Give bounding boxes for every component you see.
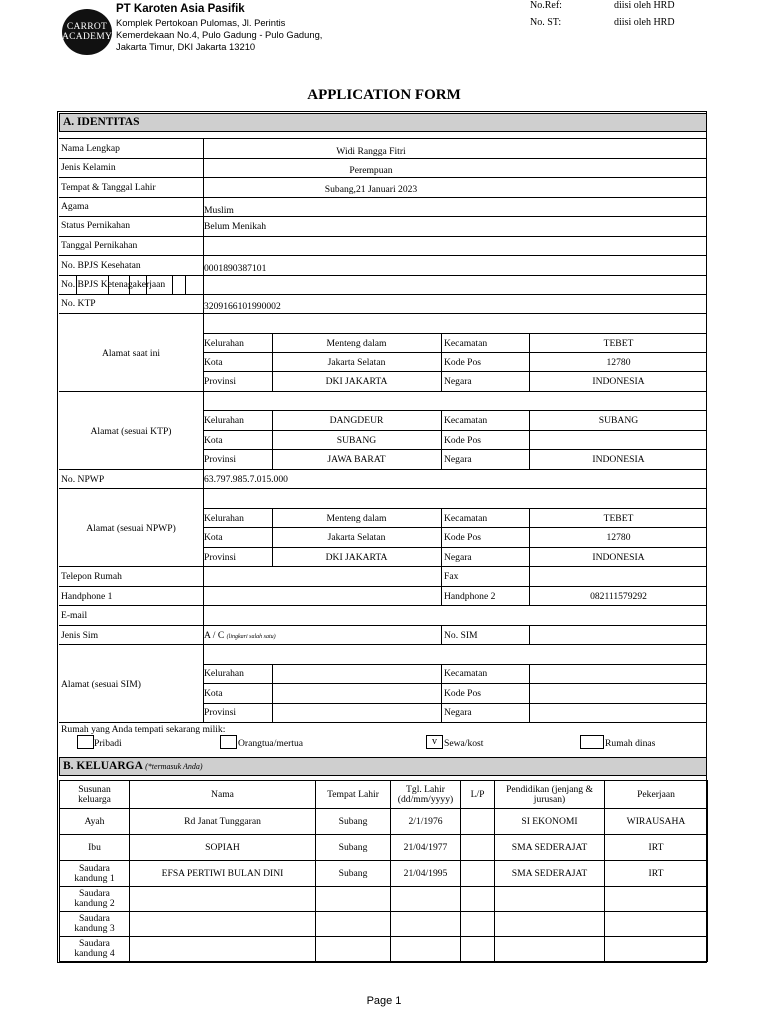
table-cell[interactable]: EFSA PERTIWI BULAN DINI xyxy=(130,861,316,887)
column-header: Nama xyxy=(130,781,316,809)
table-cell[interactable] xyxy=(461,809,495,835)
checkbox-orangtua[interactable] xyxy=(220,735,237,749)
table-cell[interactable] xyxy=(130,912,316,937)
label-kecamatan: Kecamatan xyxy=(444,338,488,349)
grid-line xyxy=(59,255,707,256)
value-negara-ktp[interactable]: INDONESIA xyxy=(592,454,645,465)
table-cell: Ayah xyxy=(60,809,130,835)
column-header: L/P xyxy=(461,781,495,809)
table-cell[interactable]: SMA SEDERAJAT xyxy=(495,835,605,861)
checkbox-pribadi[interactable] xyxy=(77,735,94,749)
table-cell[interactable]: Rd Janat Tunggaran xyxy=(130,809,316,835)
grid-line xyxy=(59,644,707,645)
value-kecamatan-ktp[interactable]: SUBANG xyxy=(598,415,639,426)
sim-hint: (lingkari salah satu) xyxy=(226,634,276,640)
table-cell[interactable] xyxy=(391,912,461,937)
value-negara-ini[interactable]: INDONESIA xyxy=(592,376,645,387)
grid-line xyxy=(203,508,707,509)
value-kelurahan-npwp[interactable]: Menteng dalam xyxy=(326,513,387,524)
table-cell: Ibu xyxy=(60,835,130,861)
grid-line xyxy=(59,216,707,217)
label-npwp: No. NPWP xyxy=(61,474,105,485)
table-cell[interactable] xyxy=(391,937,461,962)
grid-line xyxy=(203,703,707,704)
grid-line xyxy=(529,664,530,722)
grid-line xyxy=(59,294,707,295)
column-header: Tempat Lahir xyxy=(316,781,391,809)
value-jenis-kelamin[interactable]: Perempuan xyxy=(349,165,393,176)
grid-line xyxy=(59,275,707,276)
value-npwp[interactable]: 63.797.985.7.015.000 xyxy=(204,474,288,485)
column-header: Tgl. Lahir (dd/mm/yyyy) xyxy=(391,781,461,809)
label-provinsi: Provinsi xyxy=(204,454,236,465)
label-kota: Kota xyxy=(204,435,223,446)
grid-line xyxy=(59,158,707,159)
label-sewa: Sewa/kost xyxy=(444,738,484,749)
company-logo xyxy=(62,9,112,55)
grid-line xyxy=(203,352,707,353)
label-kecamatan: Kecamatan xyxy=(444,415,488,426)
label-orangtua: Orangtua/mertua xyxy=(238,738,303,749)
grid-line xyxy=(59,138,707,139)
label-ttl: Tempat & Tanggal Lahir xyxy=(61,182,156,193)
label-kota: Kota xyxy=(204,532,223,543)
page-number: Page 1 xyxy=(366,995,402,1007)
value-kodepos-npwp[interactable]: 12780 xyxy=(606,532,631,543)
grid-line xyxy=(59,469,707,470)
value-kota-npwp[interactable]: Jakarta Selatan xyxy=(327,532,386,543)
logo-text-2: ACADEMY xyxy=(62,32,113,42)
table-cell[interactable] xyxy=(495,912,605,937)
grid-line xyxy=(529,625,530,644)
table-row xyxy=(60,835,708,861)
section-keluarga-title: B. KELUARGA xyxy=(63,760,143,772)
label-alamat-npwp: Alamat (sesuai NPWP) xyxy=(86,523,176,534)
table-cell[interactable] xyxy=(316,937,391,962)
label-kodepos: Kode Pos xyxy=(444,357,482,368)
grid-line xyxy=(441,664,442,722)
value-agama[interactable]: Muslim xyxy=(204,205,234,216)
value-kota-ini[interactable]: Jakarta Selatan xyxy=(327,357,386,368)
value-kodepos-ini[interactable]: 12780 xyxy=(606,357,631,368)
grid-line xyxy=(185,275,186,294)
grid-line xyxy=(441,333,442,391)
label-bpjs-ketenagakerjaan: No. BPJS Ketenagakerjaan xyxy=(61,279,166,290)
label-provinsi: Provinsi xyxy=(204,552,236,563)
label-agama: Agama xyxy=(61,201,89,212)
table-cell: Saudara kandung 2 xyxy=(60,887,130,912)
label-bpjs-kesehatan: No. BPJS Kesehatan xyxy=(61,260,141,271)
grid-line xyxy=(203,547,707,548)
address-line: Komplek Pertokoan Pulomas, Jl. Perintis xyxy=(116,17,286,28)
label-kelurahan: Kelurahan xyxy=(204,415,244,426)
table-cell[interactable]: SI EKONOMI xyxy=(495,809,605,835)
grid-line xyxy=(203,430,707,431)
value-kelurahan-ktp[interactable]: DANGDEUR xyxy=(329,415,384,426)
table-cell[interactable] xyxy=(316,887,391,912)
table-cell[interactable] xyxy=(495,887,605,912)
label-nama: Nama Lengkap xyxy=(61,143,120,154)
table-header-row xyxy=(60,781,708,809)
address-line: Kemerdekaan No.4, Pulo Gadung - Pulo Gadung, xyxy=(116,29,323,40)
grid-line xyxy=(203,664,707,665)
grid-line xyxy=(203,683,707,684)
label-negara: Negara xyxy=(444,552,472,563)
grid-line xyxy=(59,605,707,606)
table-cell[interactable]: SOPIAH xyxy=(130,835,316,861)
table-row xyxy=(60,912,708,937)
grid-line xyxy=(203,410,707,411)
grid-line xyxy=(59,722,707,723)
label-alamat-sim: Alamat (sesuai SIM) xyxy=(61,679,141,690)
table-cell[interactable] xyxy=(461,861,495,887)
table-cell[interactable]: WIRAUSAHA xyxy=(605,809,708,835)
ref-value: diisi oleh HRD xyxy=(614,0,675,11)
label-jenis-kelamin: Jenis Kelamin xyxy=(61,162,116,173)
table-row xyxy=(60,861,708,887)
table-cell[interactable] xyxy=(316,912,391,937)
label-kota: Kota xyxy=(204,688,223,699)
label-status: Status Pernikahan xyxy=(61,220,131,231)
label-kecamatan: Kecamatan xyxy=(444,668,488,679)
grid-line xyxy=(59,391,707,392)
table-cell[interactable] xyxy=(391,887,461,912)
grid-line xyxy=(203,371,707,372)
value-handphone-2[interactable]: 082111579292 xyxy=(590,591,647,602)
column-header: Pendidikan (jenjang & jurusan) xyxy=(495,781,605,809)
label-telepon-rumah: Telepon Rumah xyxy=(61,571,122,582)
table-cell[interactable]: Subang xyxy=(316,861,391,887)
grid-line xyxy=(441,566,442,605)
st-value: diisi oleh HRD xyxy=(614,17,675,28)
grid-line xyxy=(59,488,707,489)
table-cell[interactable]: SMA SEDERAJAT xyxy=(495,861,605,887)
label-pribadi: Pribadi xyxy=(94,738,122,749)
value-nama[interactable]: Widi Rangga Fitri xyxy=(336,146,406,157)
ref-label: No.Ref: xyxy=(530,0,562,11)
label-kodepos: Kode Pos xyxy=(444,688,482,699)
value-kecamatan-ini[interactable]: TEBET xyxy=(603,338,634,349)
label-negara: Negara xyxy=(444,707,472,718)
value-provinsi-ini[interactable]: DKI JAKARTA xyxy=(325,376,388,387)
table-cell[interactable] xyxy=(461,887,495,912)
grid-line xyxy=(441,625,442,644)
label-kelurahan: Kelurahan xyxy=(204,668,244,679)
table-cell[interactable] xyxy=(605,937,708,962)
table-cell[interactable] xyxy=(495,937,605,962)
table-cell[interactable] xyxy=(461,835,495,861)
label-alamat-ini: Alamat saat ini xyxy=(101,348,161,359)
label-tanggal-nikah: Tanggal Pernikahan xyxy=(61,240,138,251)
checkbox-rumah-dinas[interactable] xyxy=(580,735,604,749)
grid-line xyxy=(272,664,273,722)
value-jenis-sim[interactable] xyxy=(204,630,276,641)
keluarga-table xyxy=(59,780,708,962)
value-kecamatan-npwp[interactable]: TEBET xyxy=(603,513,634,524)
grid-line xyxy=(441,410,442,469)
label-kota: Kota xyxy=(204,357,223,368)
table-cell[interactable]: 21/04/1977 xyxy=(391,835,461,861)
value-status[interactable]: Belum Menikah xyxy=(204,221,267,232)
company-name: PT Karoten Asia Pasifik xyxy=(116,3,245,15)
table-row xyxy=(60,887,708,912)
table-cell[interactable] xyxy=(130,887,316,912)
column-header: Pekerjaan xyxy=(605,781,708,809)
label-kodepos: Kode Pos xyxy=(444,532,482,543)
value-kota-ktp[interactable]: SUBANG xyxy=(336,435,377,446)
table-cell[interactable]: 21/04/1995 xyxy=(391,861,461,887)
company-address xyxy=(116,17,322,53)
checkbox-sewa[interactable] xyxy=(426,735,443,749)
check-mark-icon: v xyxy=(432,736,437,747)
section-keluarga-note: (*termasuk Anda) xyxy=(145,762,203,771)
label-kelurahan: Kelurahan xyxy=(204,338,244,349)
grid-line xyxy=(59,566,707,567)
grid-line xyxy=(59,586,707,587)
label-no-sim: No. SIM xyxy=(444,630,478,641)
table-cell[interactable] xyxy=(461,937,495,962)
grid-line xyxy=(59,197,707,198)
value-ttl[interactable]: Subang,21 Januari 2023 xyxy=(324,184,418,195)
label-provinsi: Provinsi xyxy=(204,376,236,387)
grid-line xyxy=(203,333,707,334)
section-identitas-header xyxy=(59,113,707,132)
table-row xyxy=(60,809,708,835)
grid-line xyxy=(203,449,707,450)
table-cell: Saudara kandung 3 xyxy=(60,912,130,937)
grid-line xyxy=(59,236,707,237)
table-cell[interactable]: Subang xyxy=(316,809,391,835)
value-provinsi-npwp[interactable]: DKI JAKARTA xyxy=(325,552,388,563)
section-identitas-title: A. IDENTITAS xyxy=(63,116,140,128)
form-title: APPLICATION FORM xyxy=(307,87,461,103)
label-kelurahan: Kelurahan xyxy=(204,513,244,524)
label-alamat-ktp: Alamat (sesuai KTP) xyxy=(90,426,172,437)
table-cell[interactable] xyxy=(130,937,316,962)
label-kecamatan: Kecamatan xyxy=(444,513,488,524)
section-keluarga-header xyxy=(59,757,707,776)
grid-line xyxy=(441,508,442,566)
address-line: Jakarta Timur, DKI Jakarta 13210 xyxy=(116,41,256,52)
value-provinsi-ktp[interactable]: JAWA BARAT xyxy=(327,454,386,465)
label-fax: Fax xyxy=(444,571,459,582)
label-handphone-2: Handphone 2 xyxy=(444,591,496,602)
grid-line xyxy=(172,275,173,294)
value-ktp[interactable]: 3209166101990002 xyxy=(204,301,281,312)
table-cell[interactable]: 2/1/1976 xyxy=(391,809,461,835)
label-email: E-mail xyxy=(61,610,88,621)
label-handphone-1: Handphone 1 xyxy=(61,591,113,602)
label-jenis-sim: Jenis Sim xyxy=(61,630,99,641)
label-rumah-dinas: Rumah dinas xyxy=(605,738,656,749)
table-cell[interactable] xyxy=(605,887,708,912)
value-kelurahan-ini[interactable]: Menteng dalam xyxy=(326,338,387,349)
table-cell[interactable]: IRT xyxy=(605,835,708,861)
grid-line xyxy=(59,313,707,314)
label-rumah: Rumah yang Anda tempati sekarang milik: xyxy=(61,724,226,735)
value-bpjs-kesehatan[interactable]: 0001890387101 xyxy=(204,263,267,274)
column-header: Susunan keluarga xyxy=(60,781,130,809)
label-negara: Negara xyxy=(444,376,472,387)
grid-line xyxy=(203,527,707,528)
grid-line xyxy=(59,625,707,626)
table-cell[interactable] xyxy=(461,912,495,937)
table-row xyxy=(60,937,708,962)
table-cell[interactable] xyxy=(605,912,708,937)
sim-options: A / C xyxy=(204,630,225,641)
label-negara: Negara xyxy=(444,454,472,465)
table-cell: Saudara kandung 4 xyxy=(60,937,130,962)
logo-text-1: CARROT xyxy=(66,22,108,32)
label-provinsi: Provinsi xyxy=(204,707,236,718)
table-cell: Saudara kandung 1 xyxy=(60,861,130,887)
st-label: No. ST: xyxy=(530,17,562,28)
label-ktp: No. KTP xyxy=(61,298,96,309)
table-cell[interactable]: IRT xyxy=(605,861,708,887)
value-negara-npwp[interactable]: INDONESIA xyxy=(592,552,645,563)
label-kodepos: Kode Pos xyxy=(444,435,482,446)
grid-line xyxy=(59,177,707,178)
table-cell[interactable]: Subang xyxy=(316,835,391,861)
